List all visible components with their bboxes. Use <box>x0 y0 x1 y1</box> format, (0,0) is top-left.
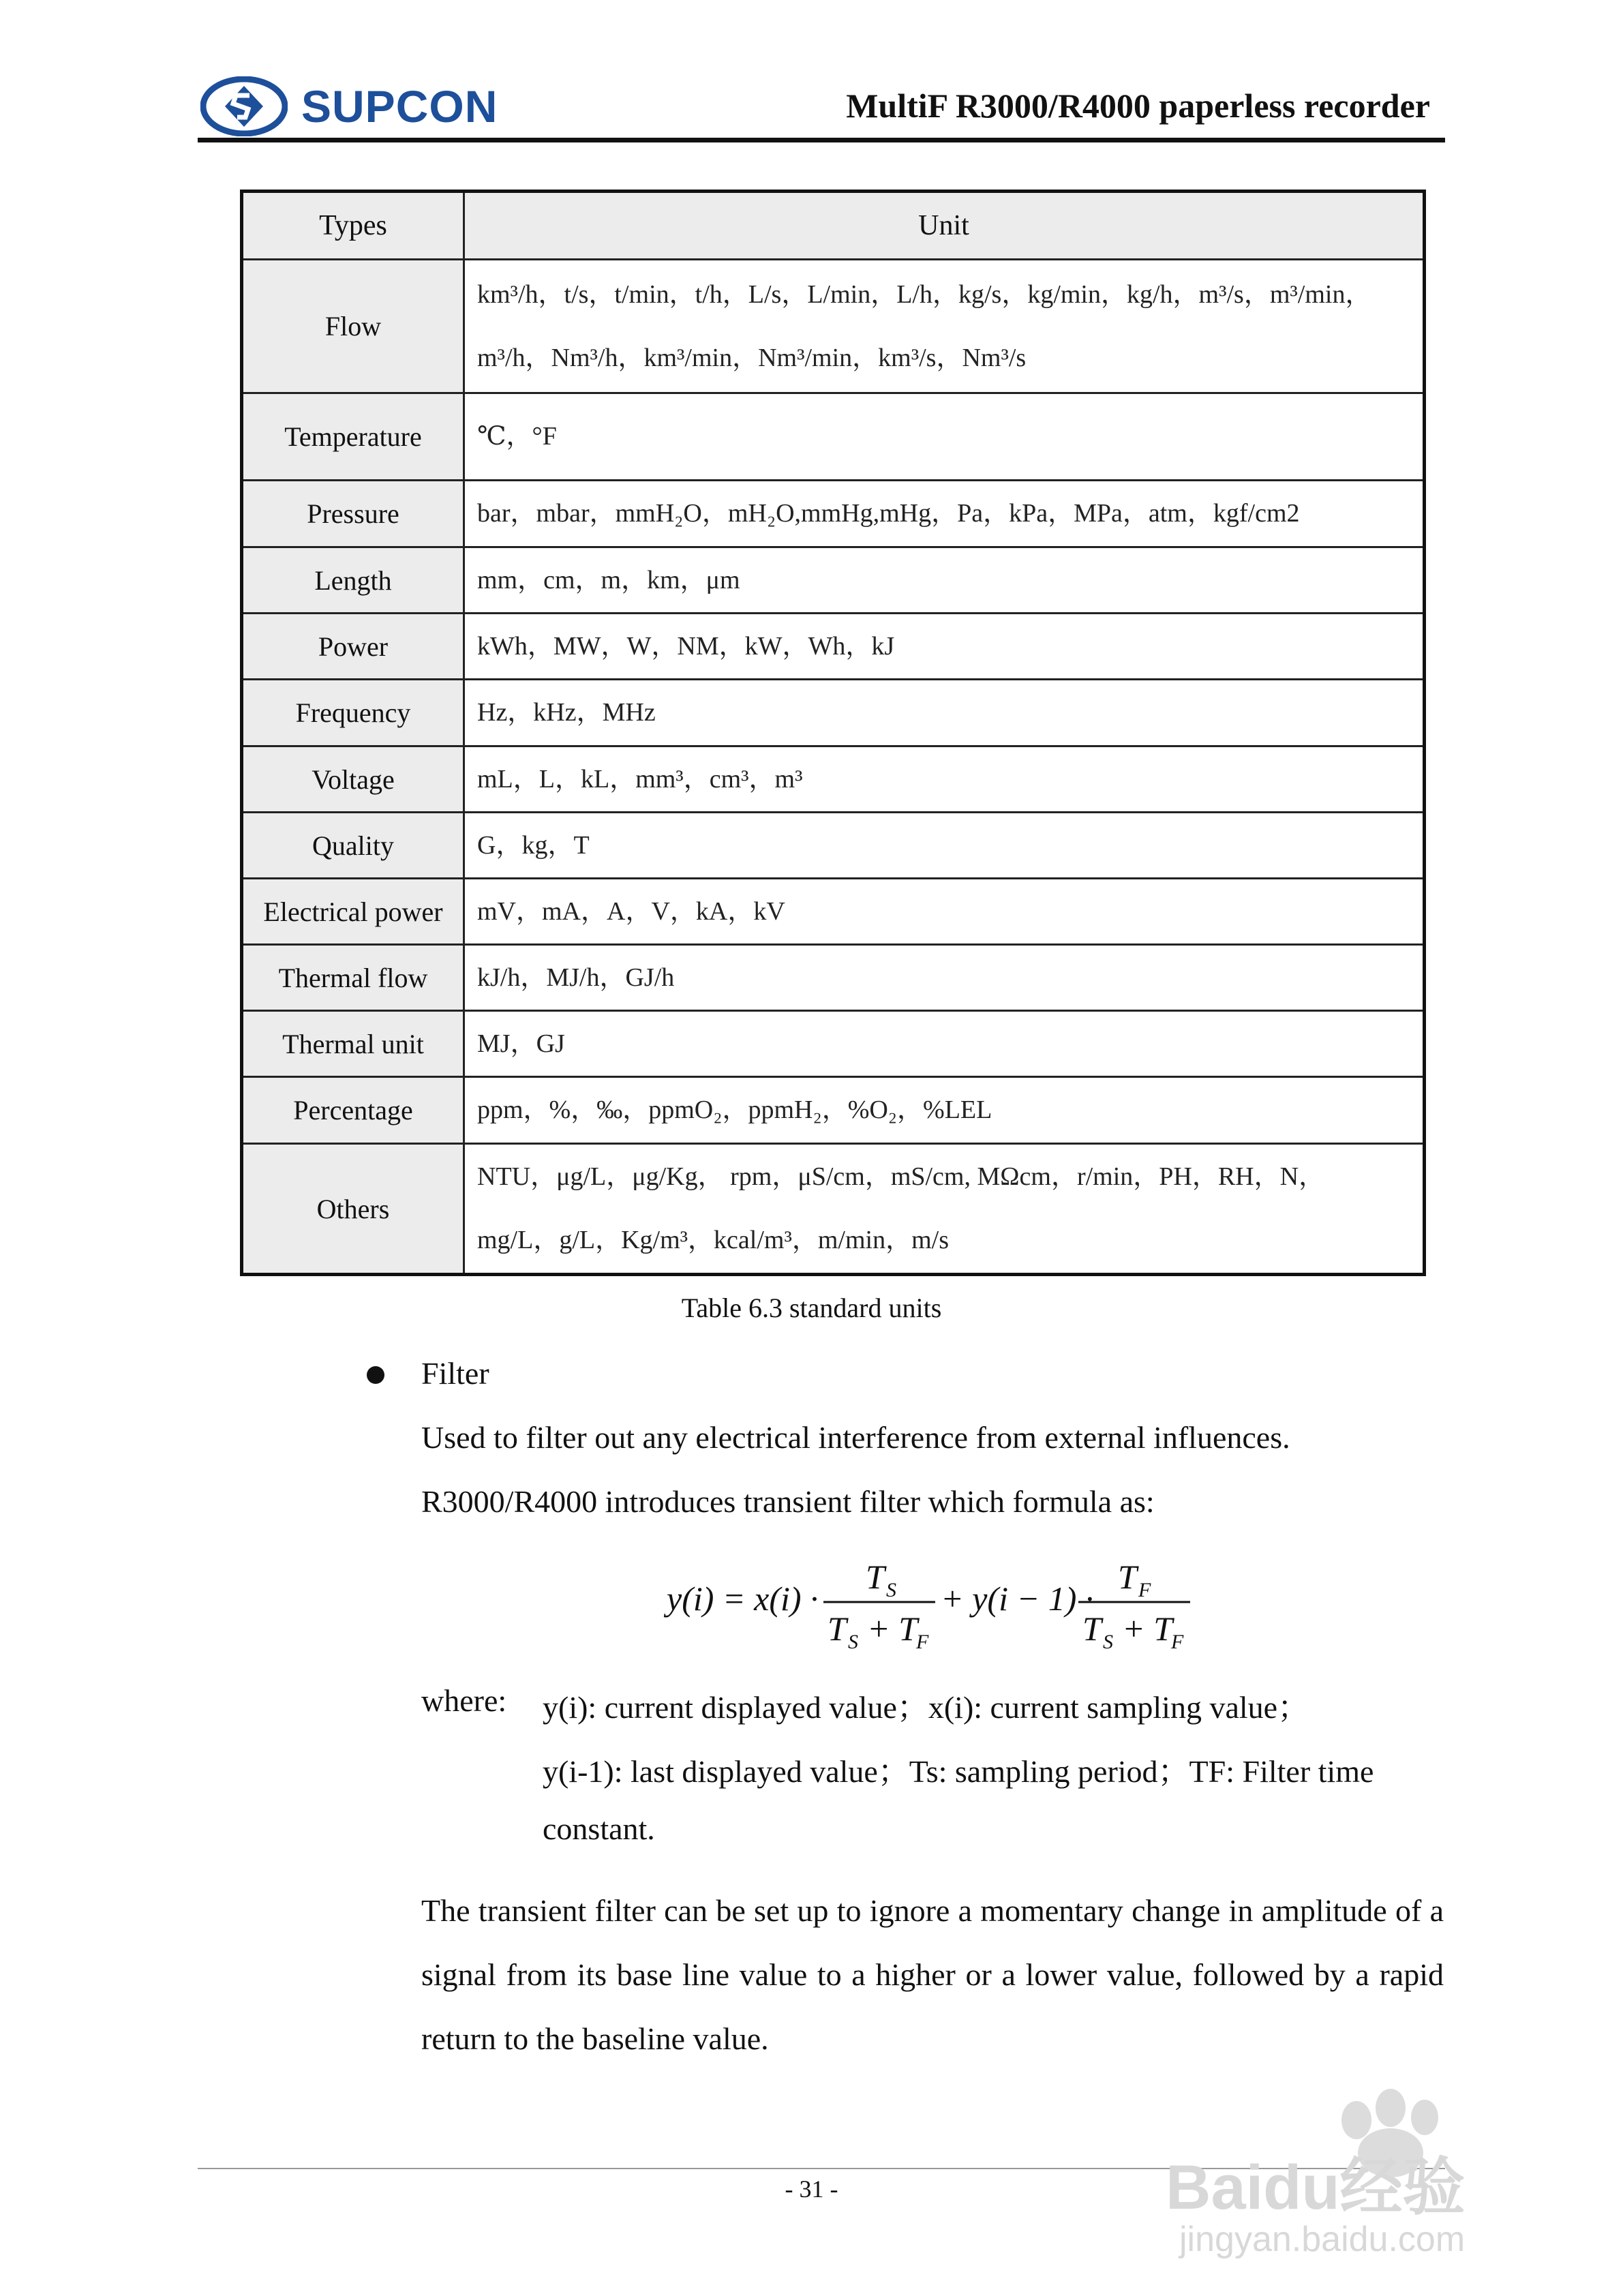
table-row <box>242 746 1425 813</box>
unit-cell: bar，mbar，mmH₂O，mH₂O,mmHg,mHg，Pa，kPa，MPa，atm，kgf/cm2 <box>464 481 1425 547</box>
unit-cell: kJ/h，MJ/h，GJ/h <box>464 945 1425 1011</box>
bullet-dot-icon <box>367 1366 384 1384</box>
supcon-logo-icon <box>200 76 288 136</box>
unit-line: NTU，μg/L，μg/Kg， rpm，μS/cm，mS/cm, MΩcm，r/min，PH，RH，N， <box>477 1162 1325 1191</box>
table-caption: Table 6.3 standard units <box>681 1293 942 1323</box>
type-cell: Voltage <box>242 746 464 813</box>
unit-cell <box>464 1144 1425 1275</box>
formula-subscript: S <box>848 1631 858 1653</box>
table-row <box>242 813 1425 879</box>
formula-numerator: T <box>1118 1558 1137 1596</box>
section-heading: Filter <box>421 1356 489 1391</box>
unit-cell: G，kg，T <box>464 813 1425 879</box>
formula-subscript: F <box>916 1631 929 1653</box>
formula-denominator-tail: + T <box>867 1610 918 1648</box>
type-cell: Thermal unit <box>242 1011 464 1077</box>
where-definition: y(i-1): last displayed value；Ts: sampling period；TF: Filter time <box>543 1754 1374 1789</box>
table-row <box>242 1011 1425 1077</box>
type-cell: Thermal flow <box>242 945 464 1011</box>
type-cell: Power <box>242 614 464 680</box>
table-row <box>242 393 1425 481</box>
where-definition: constant. <box>543 1811 655 1846</box>
filter-formula <box>654 1547 1200 1657</box>
formula-numerator: T <box>866 1558 885 1596</box>
type-cell: Flow <box>242 260 464 393</box>
table-header-row <box>242 192 1425 260</box>
column-header-types: Types <box>242 192 464 260</box>
table-row <box>242 614 1425 680</box>
type-cell: Others <box>242 1144 464 1275</box>
brand-name: SUPCON <box>301 81 498 132</box>
type-cell: Electrical power <box>242 879 464 945</box>
unit-cell <box>464 260 1425 393</box>
formula-denominator-tail: + T <box>1122 1610 1173 1648</box>
unit-cell: MJ，GJ <box>464 1011 1425 1077</box>
brand-logo <box>200 76 498 136</box>
type-cell: Percentage <box>242 1077 464 1144</box>
watermark-brand: Baidu经验 <box>1166 2153 1466 2222</box>
unit-cell: mm，cm，m，km，μm <box>464 547 1425 614</box>
column-header-unit: Unit <box>464 192 1425 260</box>
formula-denominator: T <box>828 1610 847 1648</box>
unit-line: km³/h，t/s，t/min，t/h，L/s，L/min，L/h，kg/s，kg/min，kg/h，m³/s，m³/min， <box>477 280 1371 309</box>
watermark-url: jingyan.baidu.com <box>1179 2220 1466 2259</box>
paragraph: R3000/R4000 introduces transient filter which formula as: <box>421 1484 1155 1519</box>
type-cell: Temperature <box>242 393 464 481</box>
unit-cell: Hz，kHz，MHz <box>464 680 1425 746</box>
table-row <box>242 1144 1425 1275</box>
where-definition: y(i): current displayed value；x(i): current sampling value； <box>543 1690 1309 1725</box>
paragraph: Used to filter out any electrical interference from external influences. <box>421 1420 1290 1455</box>
formula-subscript: F <box>1171 1631 1184 1653</box>
formula-subscript: F <box>1138 1579 1151 1601</box>
type-cell: Frequency <box>242 680 464 746</box>
table-row <box>242 879 1425 945</box>
unit-cell: ℃，°F <box>464 393 1425 481</box>
table-row <box>242 1077 1425 1144</box>
formula-middle: + y(i − 1) · <box>941 1580 1094 1618</box>
table-row <box>242 547 1425 614</box>
unit-cell: ppm，%，‰，ppmO₂，ppmH₂，%O₂，%LEL <box>464 1077 1425 1144</box>
formula-subscript: S <box>886 1579 896 1601</box>
type-cell: Quality <box>242 813 464 879</box>
type-cell: Length <box>242 547 464 614</box>
formula-subscript: S <box>1103 1631 1113 1653</box>
table-row <box>242 260 1425 393</box>
type-cell: Pressure <box>242 481 464 547</box>
where-label: where: <box>421 1683 507 1718</box>
document-title: MultiF R3000/R4000 paperless recorder <box>846 87 1430 125</box>
paragraph: The transient filter can be set up to ignore a momentary change in amplitude of a signal from its base line value to a higher or a lower value, followed by a rapid return to the baseline value. <box>421 1893 1444 2056</box>
formula-lhs: y(i) = x(i) · <box>667 1580 819 1618</box>
unit-cell: mV，mA，A，V，kA，kV <box>464 879 1425 945</box>
table-row <box>242 481 1425 547</box>
unit-cell: mL，L，kL，mm³，cm³，m³ <box>464 746 1425 813</box>
unit-cell: kWh，MW，W，NM，kW，Wh，kJ <box>464 614 1425 680</box>
baidu-watermark <box>1152 2072 1534 2263</box>
unit-line: mg/L，g/L，Kg/m³，kcal/m³，m/min，m/s <box>477 1226 949 1254</box>
formula-denominator: T <box>1082 1610 1102 1648</box>
standard-units-table <box>240 190 1426 1276</box>
table-row <box>242 680 1425 746</box>
header-divider <box>198 138 1445 142</box>
page-number: - 31 - <box>785 2175 838 2203</box>
table-row <box>242 945 1425 1011</box>
unit-line: m³/h，Nm³/h，km³/min，Nm³/min，km³/s，Nm³/s <box>477 343 1027 372</box>
